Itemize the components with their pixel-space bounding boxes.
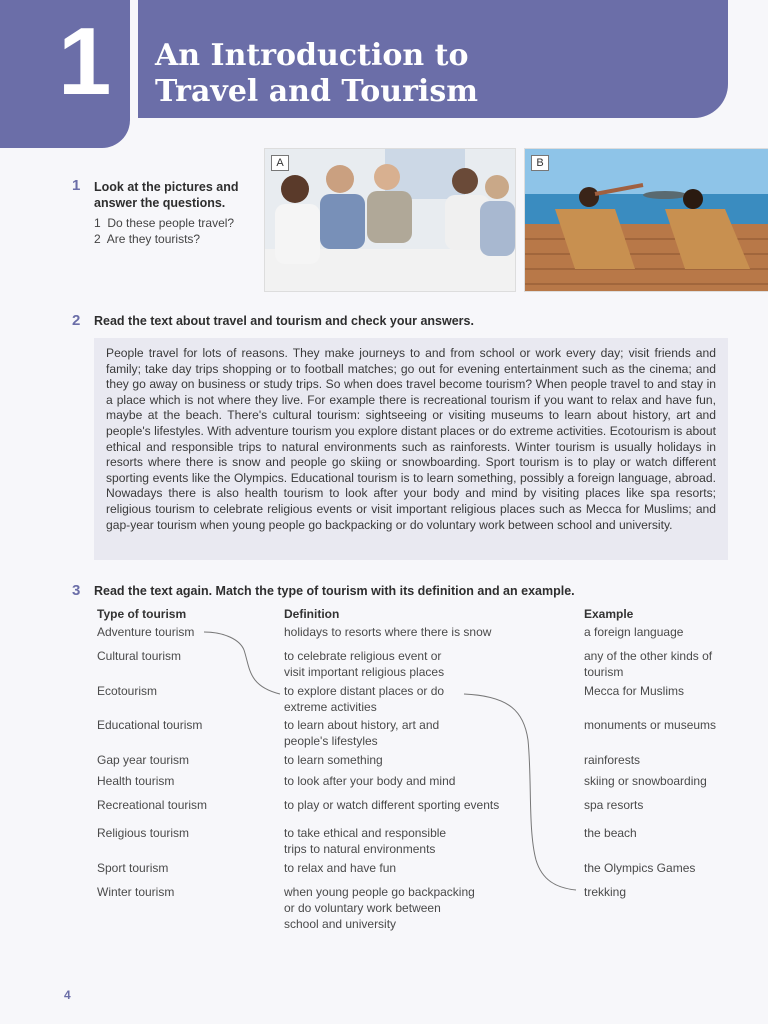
definition-cell: to take ethical and responsible trips to natural environments [284, 826, 447, 856]
question-2-number: 2 [94, 232, 101, 246]
type-cell: Adventure tourism [97, 625, 195, 639]
definition-cell: to explore distant places or do extreme activities [284, 684, 445, 714]
exercise-2-instruction: Read the text about travel and tourism and check your answers. [94, 314, 474, 328]
exercise-3-instruction: Read the text again. Match the type of tourism with its definition and an example. [94, 584, 575, 598]
example-cell: spa resorts [584, 798, 644, 812]
definition-cell: to play or watch different sporting events [284, 798, 500, 812]
exercise-1-number: 1 [72, 177, 81, 194]
chapter-title-line1: An Introduction to [155, 38, 469, 73]
question-2-text: Are they tourists? [106, 232, 201, 246]
example-cell: the beach [584, 826, 637, 840]
question-1-text: Do these people travel? [107, 216, 235, 230]
photo-a-label: A [271, 155, 289, 171]
type-cell: Gap year tourism [97, 753, 190, 767]
type-cell: Sport tourism [97, 861, 169, 875]
chapter-title-line2: Travel and Tourism [155, 74, 478, 109]
type-cell: Ecotourism [97, 684, 158, 698]
reading-text: People travel for lots of reasons. They make journeys to and from school or work every day; visit friends and family; take day trips shopping or to football matches; go out for evening entertainment such as the cinema; and they go away on business or study trips. So when does travel become tourism? When people travel to and stay in a place which is not where they live. For example there is recreational tourism if you want to relax and have fun, maybe at the beach. There's cultural tourism: sightseeing or visiting museums to learn about history, art and people's lifestyles. With adventure tourism you explore distant places or do extreme activities. Ecotourism is about ethical and responsible trips to natural environments such as rainforests. Winter tourism is usually holidays in resorts where there is snow and people go skiing or snowboarding. Sport tourism is to play or watch different sporting events like the Olympics. Educational tourism is to learn something, possibly a foreign language, abroad. Nowadays there is also health tourism to look after your body and mind by visiting places like spa resorts; religious tourism to celebrate religious events or visit important religious places such as Mecca for Muslims; and gap-year tourism when young people go backpacking or do voluntary work between school and university. [106, 346, 716, 532]
chapter-number: 1 [58, 8, 112, 115]
column-header-definition: Definition [284, 607, 340, 621]
definition-cell: when young people go backpacking or do voluntary work between school and university [284, 885, 475, 931]
example-cell: a foreign language [584, 625, 684, 639]
definition-cell: to celebrate religious event or visit important religious places [284, 649, 445, 679]
type-cell: Recreational tourism [97, 798, 208, 812]
definition-cell: to look after your body and mind [284, 774, 456, 788]
type-cell: Educational tourism [97, 718, 203, 732]
example-cell: Mecca for Muslims [584, 684, 685, 698]
column-header-type: Type of tourism [97, 607, 187, 621]
page-number: 4 [64, 988, 71, 1002]
exercise-1-instruction-line2: answer the questions. [94, 196, 226, 210]
definition-cell: holidays to resorts where there is snow [284, 625, 492, 639]
exercise-3-number: 3 [72, 582, 81, 599]
question-1-number: 1 [94, 216, 101, 230]
definition-cell: to learn something [284, 753, 383, 767]
type-cell: Religious tourism [97, 826, 190, 840]
exercise-2-number: 2 [72, 312, 81, 329]
exercise-1-instruction-line1: Look at the pictures and [94, 180, 239, 194]
example-cell: any of the other kinds of tourism [584, 649, 713, 679]
photo-b-label: B [531, 155, 549, 171]
example-cell: rainforests [584, 753, 641, 767]
definition-cell: to relax and have fun [284, 861, 397, 875]
definition-cell: to learn about history, art and people's lifestyles [284, 718, 440, 748]
example-cell: trekking [584, 885, 627, 899]
example-cell: monuments or museums [584, 718, 717, 732]
type-cell: Health tourism [97, 774, 175, 788]
type-cell: Cultural tourism [97, 649, 182, 663]
type-cell: Winter tourism [97, 885, 175, 899]
example-cell: skiing or snowboarding [584, 774, 707, 788]
column-header-example: Example [584, 607, 634, 621]
example-cell: the Olympics Games [584, 861, 696, 875]
